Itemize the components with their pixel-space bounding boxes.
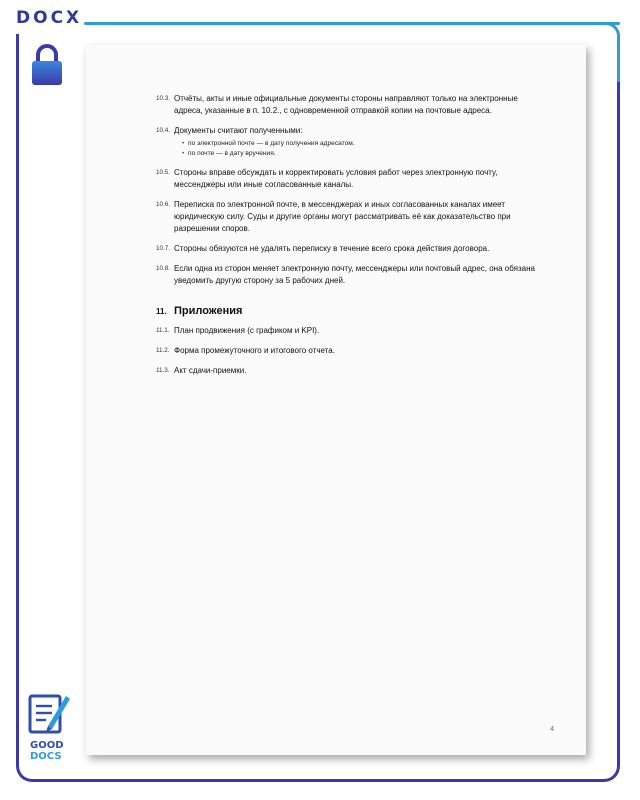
clause-11-1 — [156, 325, 548, 337]
clause-text: Стороны обязуются не удалять переписку в течение всего срока действия договора. — [174, 244, 490, 253]
bullet-item: • по электронной почте — в дату получения адресатом. — [182, 139, 548, 149]
frame-corner — [604, 22, 620, 82]
lock-icon — [30, 44, 64, 86]
clause-number: 10.7. — [156, 244, 171, 252]
clause-text: Если одна из сторон меняет электронную почту, мессенджеры или почтовый адрес, она обязана уведомить другую сторону за 5 рабочих дней. — [174, 264, 535, 285]
clause-text: Форма промежуточного и итогового отчета. — [174, 346, 335, 355]
clause-11-3 — [156, 365, 548, 377]
clause-number: 11.3. — [156, 366, 170, 374]
clause-text: Отчёты, акты и иные официальные документы стороны направляют только на электронные адреса, указанные в п. 10.2., с одновременной отправкой копии на почтовые адреса. — [174, 94, 518, 115]
clause-10-8 — [156, 263, 548, 287]
clause-11-2 — [156, 345, 548, 357]
clause-body — [174, 125, 548, 159]
clause-10-3 — [156, 93, 548, 117]
clause-number: 10.5. — [156, 168, 171, 176]
bullet-item: • по почте — в дату вручения. — [182, 149, 548, 159]
clause-number: 10.6. — [156, 200, 171, 208]
clause-number: 10.3. — [156, 94, 171, 102]
clause-10-5 — [156, 167, 548, 191]
bullet-list — [182, 139, 548, 159]
document-content — [156, 93, 548, 385]
logo-text-docs: DOCS — [30, 751, 62, 762]
logo-text-good: GOOD — [30, 740, 64, 751]
clause-text: Документы считают полученными: — [174, 126, 303, 135]
clause-text: Стороны вправе обсуждать и корректировать условия работ через электронную почту, мессенджеры или иные согласованные каналы. — [174, 168, 498, 189]
clause-10-7 — [156, 243, 548, 255]
section-title: Приложения — [174, 305, 243, 317]
clause-number: 11.2. — [156, 346, 170, 354]
clause-text: Переписка по электронной почте, в мессенджерах и иных согласованных каналах имеет юридическую силу. Суды и другие органы могут рассматривать её как доказательство при разрешении споров. — [174, 200, 511, 233]
clause-number: 11.1. — [156, 326, 170, 334]
page-number: 4 — [550, 726, 554, 733]
good-docs-logo — [24, 690, 74, 762]
clause-text: Акт сдачи-приемки. — [174, 366, 247, 375]
clause-number: 10.4. — [156, 126, 171, 134]
clause-10-4 — [156, 125, 548, 159]
section-heading — [156, 305, 548, 317]
document-page — [86, 45, 586, 755]
clause-10-6 — [156, 199, 548, 235]
section-number: 11. — [156, 307, 167, 316]
clause-text: План продвижения (с графиком и KPI). — [174, 326, 320, 335]
frame-top-line — [84, 22, 620, 25]
clause-number: 10.8. — [156, 264, 171, 272]
brand-label: DOCX — [16, 8, 83, 28]
